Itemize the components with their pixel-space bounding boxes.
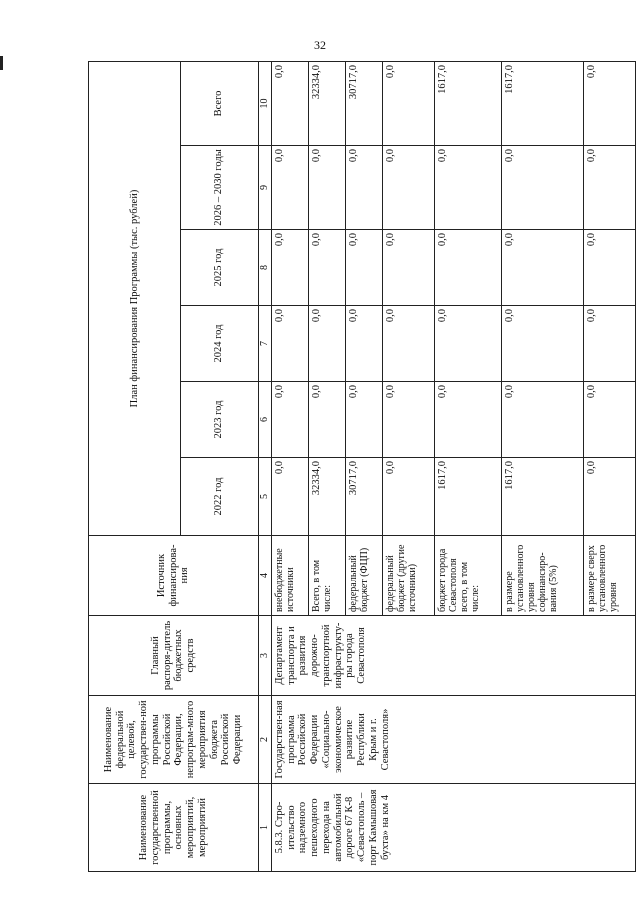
value-cell: 0,0: [583, 146, 635, 230]
table-row: [271, 61, 308, 871]
value-cell: 1617,0: [501, 61, 583, 145]
value-cell: 0,0: [501, 230, 583, 306]
value-cell: 0,0: [271, 458, 308, 536]
value-cell: 0,0: [271, 382, 308, 458]
column-index-row: [258, 61, 271, 871]
federal-program-cell: Государствен-ная программа Российской Федерации «Социально-экономическое развитие Республики Крым и г. Севастополя»: [271, 696, 635, 784]
value-cell: 0,0: [382, 61, 434, 145]
column-index: 5: [258, 458, 271, 536]
value-cell: 0,0: [583, 458, 635, 536]
value-cell: 0,0: [583, 230, 635, 306]
value-cell: 0,0: [308, 230, 345, 306]
column-index: 10: [258, 61, 271, 145]
value-cell: 0,0: [501, 382, 583, 458]
value-cell: 0,0: [382, 382, 434, 458]
header-2023: 2023 год: [180, 382, 258, 458]
column-index: 6: [258, 382, 271, 458]
header-total: Всего: [180, 61, 258, 145]
value-cell: 0,0: [308, 306, 345, 382]
budget-manager-cell: Департамент транспорта и развития дорожно-транспортной инфраструкту-ры города Севастополя: [271, 616, 635, 696]
value-cell: 30717,0: [345, 458, 382, 536]
column-index: 7: [258, 306, 271, 382]
value-cell: 0,0: [345, 382, 382, 458]
value-cell: 0,0: [382, 146, 434, 230]
value-cell: 0,0: [434, 382, 501, 458]
value-cell: 0,0: [434, 230, 501, 306]
value-cell: 0,0: [501, 306, 583, 382]
header-budget-manager: Главный распоря-дитель бюджетных средств: [89, 616, 259, 696]
value-cell: 32334,0: [308, 458, 345, 536]
value-cell: 0,0: [345, 146, 382, 230]
header-2022: 2022 год: [180, 458, 258, 536]
funding-source-cell: внебюджетные источники: [271, 536, 308, 616]
value-cell: 0,0: [583, 306, 635, 382]
header-federal-program: Наименование федеральной целевой, государствен-ной программы Российской Федерации, непрограм-много мероприятия бюджета Российской Федерации: [89, 696, 259, 784]
column-index: 2: [258, 696, 271, 784]
funding-source-cell: в размере сверх установленного уровня: [583, 536, 635, 616]
value-cell: 32334,0: [308, 61, 345, 145]
header-financing-plan: План финансирования Программы (тыс. рублей): [89, 61, 181, 535]
value-cell: 0,0: [382, 306, 434, 382]
value-cell: 0,0: [382, 458, 434, 536]
header-funding-source: Источник финансирова-ния: [89, 536, 259, 616]
value-cell: 1617,0: [501, 458, 583, 536]
column-index: 9: [258, 146, 271, 230]
value-cell: 0,0: [583, 61, 635, 145]
header-program-name: Наименование государственной программы, основных мероприятий, мероприятий: [89, 784, 259, 872]
header-2026-2030: 2026 – 2030 годы: [180, 146, 258, 230]
value-cell: 0,0: [434, 146, 501, 230]
value-cell: 0,0: [382, 230, 434, 306]
table-container: [88, 62, 636, 872]
header-row-1: [89, 61, 181, 871]
funding-source-cell: федеральный бюджет (ФЦП): [345, 536, 382, 616]
header-2024: 2024 год: [180, 306, 258, 382]
funding-source-cell: бюджет города Севастополя всего, в том числе:: [434, 536, 501, 616]
value-cell: 0,0: [271, 306, 308, 382]
value-cell: 30717,0: [345, 61, 382, 145]
financing-table: [88, 61, 636, 872]
funding-source-cell: Всего, в том числе:: [308, 536, 345, 616]
margin-mark: [0, 56, 3, 70]
column-index: 4: [258, 536, 271, 616]
value-cell: 0,0: [345, 306, 382, 382]
value-cell: 0,0: [271, 146, 308, 230]
funding-source-cell: федеральный бюджет (другие источники): [382, 536, 434, 616]
value-cell: 0,0: [434, 306, 501, 382]
column-index: 3: [258, 616, 271, 696]
value-cell: 0,0: [308, 382, 345, 458]
page-number: 32: [314, 38, 326, 52]
value-cell: 0,0: [501, 146, 583, 230]
program-name-cell: 5.8.3. Стро-ительство надземного пешеходного перехода на автомобильной дороге 67 К-8 «Севастополь – порт Камышовая бухта» на км 4: [271, 784, 635, 872]
value-cell: 0,0: [345, 230, 382, 306]
value-cell: 1617,0: [434, 458, 501, 536]
value-cell: 0,0: [308, 146, 345, 230]
column-index: 1: [258, 784, 271, 872]
value-cell: 1617,0: [434, 61, 501, 145]
value-cell: 0,0: [271, 61, 308, 145]
column-index: 8: [258, 230, 271, 306]
value-cell: 0,0: [271, 230, 308, 306]
header-2025: 2025 год: [180, 230, 258, 306]
value-cell: 0,0: [583, 382, 635, 458]
funding-source-cell: в размере установленного уровня софинансиро-вания (5%): [501, 536, 583, 616]
rotated-table-frame: [88, 62, 636, 872]
